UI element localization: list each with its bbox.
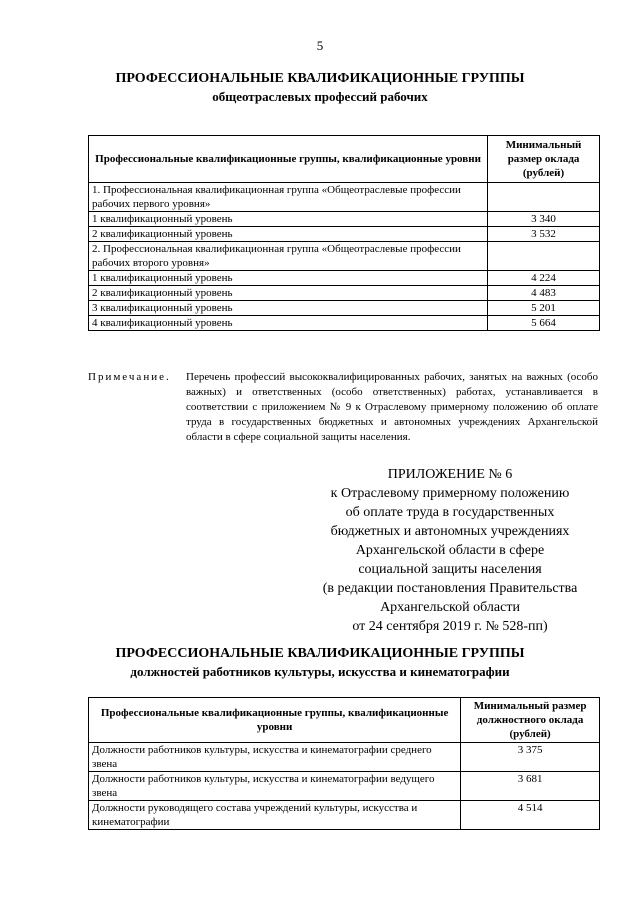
page-number: 5 (316, 38, 324, 53)
table-row (89, 316, 600, 331)
row-value (488, 242, 600, 271)
appendix-line: об оплате труда в государственных (345, 505, 555, 520)
row-label: 2 квалификационный уровень (89, 286, 488, 301)
row-value: 3 681 (461, 772, 600, 801)
section1-title: ПРОФЕССИОНАЛЬНЫЕ КВАЛИФИКАЦИОННЫЕ ГРУППЫ (115, 71, 525, 86)
salary-table-workers (88, 135, 600, 331)
table-row (89, 212, 600, 227)
row-label: Должности руководящего состава учреждений культуры, искусства и кинематографии (89, 801, 461, 830)
appendix-line: бюджетных и автономных учреждениях (330, 524, 570, 539)
appendix-line: (в редакции постановления Правительства (322, 581, 578, 596)
header-salary: Минимальный размер должностного оклада (рублей) (461, 698, 600, 743)
row-value (488, 183, 600, 212)
appendix-line: Архангельской области в сфере (355, 543, 545, 558)
appendix-line: Архангельской области (380, 600, 520, 615)
row-value: 3 375 (461, 743, 600, 772)
row-label: 1. Профессиональная квалификационная группа «Общеотраслевые профессии рабочих первого уровня» (89, 183, 488, 212)
section2-title: ПРОФЕССИОНАЛЬНЫЕ КВАЛИФИКАЦИОННЫЕ ГРУППЫ (115, 646, 525, 661)
salary-table-culture (88, 697, 600, 830)
row-value: 4 483 (488, 286, 600, 301)
row-value: 4 224 (488, 271, 600, 286)
table-row (89, 271, 600, 286)
header-salary: Минимальный размер оклада (рублей) (488, 136, 600, 183)
appendix-line: к Отраслевому примерному положению (330, 486, 570, 501)
table-row (89, 286, 600, 301)
table-row (89, 301, 600, 316)
note-label: Примечание. (88, 371, 171, 383)
row-value: 3 340 (488, 212, 600, 227)
row-value: 5 201 (488, 301, 600, 316)
table-row (89, 801, 600, 830)
table-row (89, 227, 600, 242)
table-row (89, 772, 600, 801)
header-groups: Профессиональные квалификационные группы, квалификационные уровни (89, 136, 488, 183)
row-label: Должности работников культуры, искусства и кинематографии среднего звена (89, 743, 461, 772)
row-label: 1 квалификационный уровень (89, 271, 488, 286)
appendix-heading: ПРИЛОЖЕНИЕ № 6 (387, 467, 513, 482)
section2-subtitle: должностей работников культуры, искусства и кинематографии (130, 664, 510, 679)
row-value: 3 532 (488, 227, 600, 242)
row-label: 3 квалификационный уровень (89, 301, 488, 316)
row-label: 2. Профессиональная квалификационная группа «Общеотраслевые профессии рабочих второго уровня» (89, 242, 488, 271)
table-row (89, 242, 600, 271)
table-header-row (89, 136, 600, 183)
appendix-line: социальной защиты населения (358, 562, 542, 577)
section1-subtitle: общеотраслевых профессий рабочих (212, 89, 428, 104)
section2-heading (0, 645, 640, 681)
row-label: 4 квалификационный уровень (89, 316, 488, 331)
appendix-block (300, 465, 600, 636)
table-header-row (89, 698, 600, 743)
row-value: 4 514 (461, 801, 600, 830)
row-label: 2 квалификационный уровень (89, 227, 488, 242)
row-value: 5 664 (488, 316, 600, 331)
section1-heading (0, 70, 640, 106)
header-groups: Профессиональные квалификационные группы, квалификационные уровни (89, 698, 461, 743)
appendix-line: от 24 сентября 2019 г. № 528-пп) (352, 619, 548, 634)
note-text: Перечень профессий высококвалифицированных рабочих, занятых на важных (особо важных) и ответственных (особо ответственных) работах, устанавливается в соответствии с приложением № 9 к Отраслевому примерному положению об оплате труда в государственных бюджетных и автономных учреждениях Архангельской области в сфере социальной защиты населения. (186, 371, 598, 443)
table-row (89, 183, 600, 212)
row-label: 1 квалификационный уровень (89, 212, 488, 227)
row-label: Должности работников культуры, искусства и кинематографии ведущего звена (89, 772, 461, 801)
table-row (89, 743, 600, 772)
